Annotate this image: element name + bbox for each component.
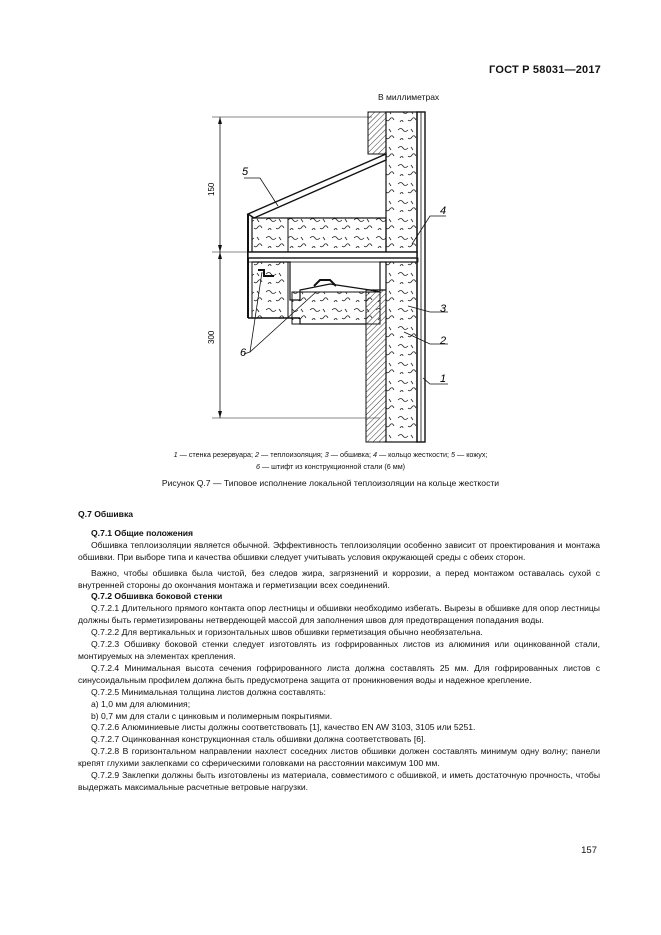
paragraph: Q.7.2.7 Оцинкованная конструкционная сталь обшивки должна соответствовать [6].: [91, 734, 426, 745]
list-item: a) 1,0 мм для алюминия;: [91, 698, 191, 709]
figure-legend-line1: [90, 449, 571, 461]
dimension-300: 300: [207, 330, 216, 344]
callout-5: 5: [242, 166, 249, 178]
legend-text-2: — теплоизоляция;: [259, 450, 325, 459]
paragraph: Q.7.2.1 Длительного прямого контакта опор лестницы и обшивки необходимо избегать. Вырезы в обшивке для опор лестницы должны быть герметизированы нетвердеющей массой для заполнения швов для предотвращения попадания воды.: [78, 603, 600, 626]
paragraph: Q.7.2.4 Минимальная высота сечения гофрированного листа должна составлять 25 мм. Для гофрированных листов с синусоидальным профилем должна быть предусмотрена защита от проникновения воды и надежное крепление.: [78, 662, 600, 685]
legend-num-4: 4: [372, 450, 377, 459]
lower-insulation: [366, 262, 417, 442]
paragraph: Q.7.2.9 Заклепки должны быть изготовлены из материала, совместимого с обшивкой, и иметь достаточную прочность, чтобы выдержать максимальные расчетные ветровые нагрузки.: [78, 770, 600, 792]
callout-3: 3: [440, 303, 447, 315]
list-item: b) 0,7 мм для стали с цинковым и полимерным покрытиями.: [91, 710, 333, 721]
paragraph: Q.7.2.2 Для вертикальных и горизонтальных швов обшивки герметизация обычно необязательна.: [91, 627, 483, 638]
figure-caption: Рисунок Q.7 — Типовое исполнение локальной теплоизоляции на кольце жесткости: [161, 478, 500, 488]
paragraph: Q.7.2.6 Алюминиевые листы должны соответствовать [1], качество EN AW 3103, 3105 или 5251.: [91, 722, 476, 733]
section-heading-q72: Q.7.2 Обшивка боковой стенки: [91, 591, 223, 602]
legend-text-6: — штифт из конструкционной стали (6 мм): [259, 462, 406, 471]
paragraph: Q.7.2.3 Обшивку боковой стенки следует изготовлять из гофрированных листов из алюминия или оцинкованной стали, монтируемых на элементах крепления.: [78, 639, 600, 661]
main-text: [78, 509, 600, 794]
figure-legend-line2: [90, 461, 571, 473]
paragraph: Обшивка теплоизоляции является обычной. Эффективность теплоизоляции особенно зависит от проектирования и монтажа обшивки. При выборе типа и качества обшивки следует учитывать условия окружающей среды с обеих сторон.: [78, 539, 600, 562]
legend-num-3: 3: [324, 450, 329, 459]
callout-4: 4: [440, 205, 447, 217]
dimension-lines: [212, 117, 380, 418]
ring-insulation: [252, 218, 386, 252]
legend-text-4: — кольцо жесткости;: [376, 450, 452, 459]
units-note: В миллиметрах: [378, 92, 440, 102]
legend-num-1: 1: [173, 450, 178, 459]
callout-2: 2: [440, 335, 447, 347]
legend-text-1: — стенка резервуара;: [177, 450, 256, 459]
section-heading-q71: Q.7.1 Общие положения: [91, 527, 194, 538]
legend-text-3: — обшивка;: [328, 450, 373, 459]
callout-6: 6: [240, 347, 247, 359]
page-number: 157: [581, 845, 597, 856]
paragraph: Q.7.2.5 Минимальная толщина листов должна составлять:: [91, 686, 326, 697]
paragraph: Важно, чтобы обшивка была чистой, без следов жира, загрязнений и коррозии, а перед монтажом оставалась сухой с внутренней стороны до окончания монтажа и герметизации всех соединений.: [78, 567, 600, 590]
document-header: ГОСТ Р 58031—2017: [489, 64, 601, 76]
legend-num-6: 6: [255, 462, 260, 471]
stiffening-ring: [248, 252, 418, 262]
legend-num-2: 2: [255, 450, 260, 459]
callout-1: 1: [440, 373, 447, 385]
legend-num-5: 5: [451, 450, 456, 459]
section-heading-q7: Q.7 Обшивка: [78, 509, 134, 519]
paragraph: Q.7.2.8 В горизонтальном направлении нахлест соседних листов обшивки должен составлять минимум одну волну; панели крепят глухими заклепками со сферическими головками на расстоянии максимум 100 мм.: [78, 746, 600, 769]
legend-text-5: — кожух;: [455, 450, 488, 459]
lower-profile: [248, 262, 386, 324]
dimension-150: 150: [207, 182, 216, 196]
tank-wall: [417, 112, 425, 442]
